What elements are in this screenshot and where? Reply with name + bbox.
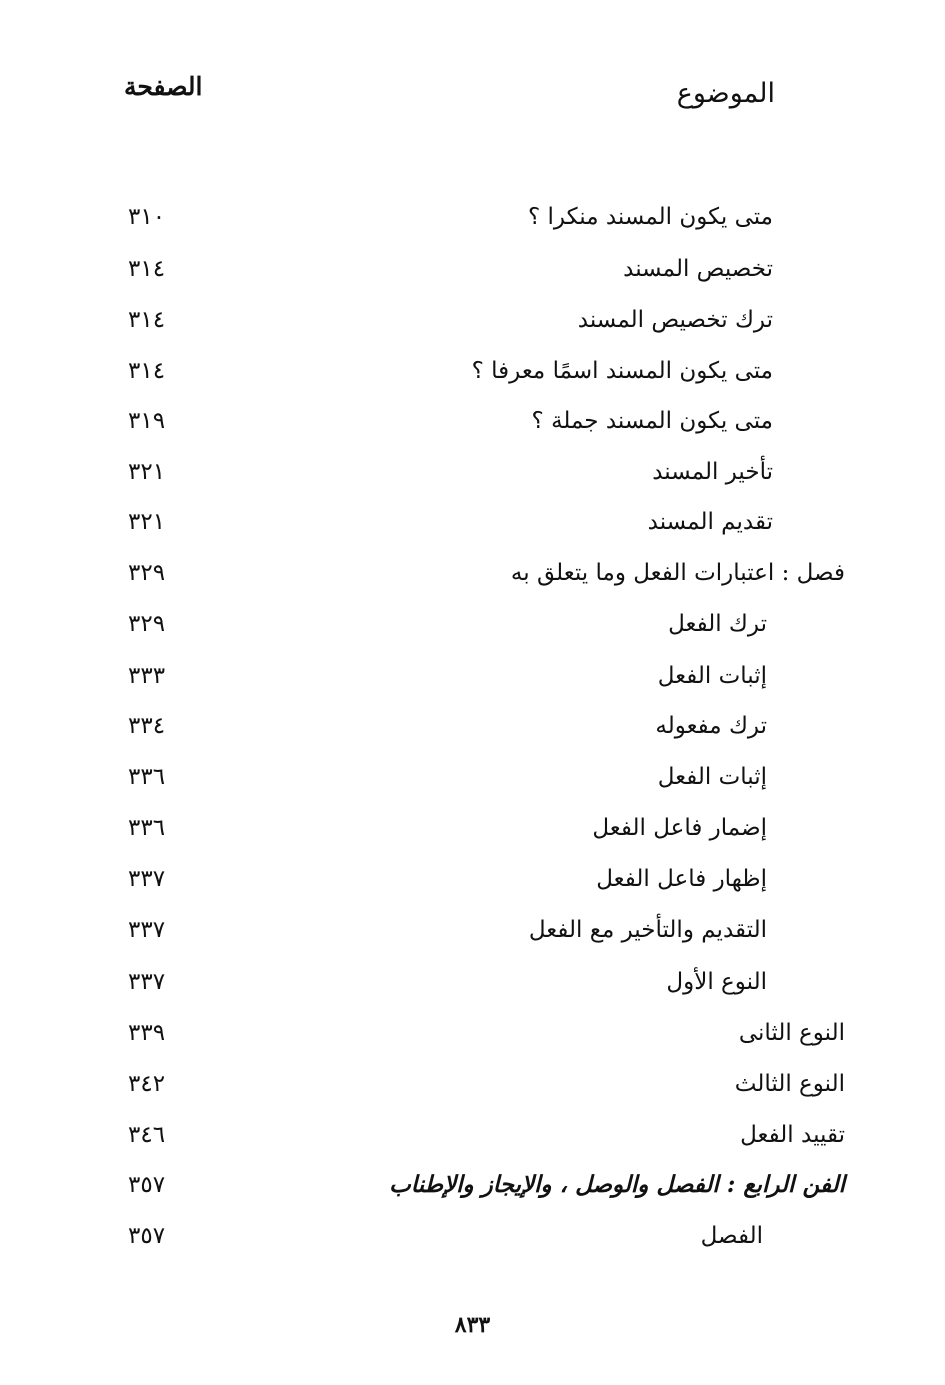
toc-entry-title: فصل : اعتبارات الفعل وما يتعلق به (510, 560, 845, 586)
toc-entry-title: إظهار فاعل الفعل (596, 866, 767, 892)
toc-entry-page: ٣٢١ (128, 509, 166, 535)
toc-entry-page: ٣١٤ (128, 358, 166, 384)
toc-entry-page: ٣٣٩ (128, 1020, 166, 1046)
toc-entry-page: ٣٣٦ (128, 815, 166, 841)
toc-entry-page: ٣١٤ (128, 307, 166, 333)
toc-entry-title: متى يكون المسند اسمًا معرفا ؟ (471, 358, 773, 384)
column-header-page: الصفحة (124, 72, 203, 101)
toc-entry-page: ٣٣٤ (128, 713, 166, 739)
toc-entry (0, 709, 945, 759)
toc-entry-title: التقديم والتأخير مع الفعل (528, 917, 767, 943)
toc-entry-title: إضمار فاعل الفعل (592, 815, 767, 841)
toc-entry-page: ٣١٩ (128, 408, 166, 434)
toc-entry (0, 965, 945, 1015)
toc-entry (0, 1219, 945, 1269)
toc-entry (0, 303, 945, 353)
toc-entry-page: ٣٣٧ (128, 866, 166, 892)
toc-entry-title: تقييد الفعل (740, 1122, 845, 1148)
toc-entry-title: تقديم المسند (647, 509, 773, 535)
toc-entry-title: متى يكون المسند جملة ؟ (531, 408, 773, 434)
toc-entry (0, 811, 945, 861)
column-header-topic: الموضوع (676, 78, 775, 109)
toc-entry-title: إثبات الفعل (657, 764, 767, 790)
toc-entry (0, 252, 945, 302)
toc-entry-title: الفن الرابع : الفصل والوصل ، والإيجاز والإطناب (389, 1171, 845, 1198)
toc-entry (0, 1067, 945, 1117)
toc-entry-title: ترك الفعل (668, 611, 767, 637)
toc-entry-page: ٣٤٦ (128, 1122, 166, 1148)
toc-entry (0, 659, 945, 709)
page-number: ٨٣٣ (454, 1312, 491, 1338)
toc-entry-title: تخصيص المسند (623, 256, 773, 282)
toc-entry-title: النوع الثالث (734, 1071, 845, 1097)
toc-entry-title: النوع الثانى (738, 1020, 845, 1046)
toc-entry-title: تأخير المسند (652, 459, 773, 485)
toc-entry-page: ٣٣٧ (128, 969, 166, 995)
toc-entry (0, 1016, 945, 1066)
toc-entry-page: ٣٤٢ (128, 1071, 166, 1097)
toc-entry-page: ٣٢٩ (128, 560, 166, 586)
toc-entry-page: ٣٥٧ (128, 1172, 166, 1198)
toc-entry (0, 455, 945, 505)
toc-entry (0, 505, 945, 555)
toc-entry (0, 760, 945, 810)
toc-entry-page: ٣٥٧ (128, 1223, 166, 1249)
toc-entry-page: ٣٢٩ (128, 611, 166, 637)
toc-entry (0, 913, 945, 963)
toc-entry-page: ٣١٠ (128, 204, 166, 230)
toc-entry-page: ٣٢١ (128, 459, 166, 485)
toc-entry-title: إثبات الفعل (657, 663, 767, 689)
toc-section-heading (0, 556, 945, 606)
toc-entry (0, 404, 945, 454)
toc-entry-title: الفصل (700, 1223, 763, 1249)
toc-entry (0, 200, 945, 250)
toc-section-heading (0, 1168, 945, 1218)
toc-entry (0, 354, 945, 404)
toc-entry (0, 1118, 945, 1168)
toc-entry-page: ٣٣٧ (128, 917, 166, 943)
toc-entry (0, 607, 945, 657)
toc-entry (0, 862, 945, 912)
toc-entry-title: النوع الأول (666, 969, 767, 995)
toc-entry-title: متى يكون المسند منكرا ؟ (527, 204, 773, 230)
toc-entry-page: ٣٣٦ (128, 764, 166, 790)
toc-entry-page: ٣٣٣ (128, 663, 166, 689)
toc-entry-title: ترك تخصيص المسند (577, 307, 773, 333)
toc-entry-page: ٣١٤ (128, 256, 166, 282)
toc-entry-title: ترك مفعوله (655, 713, 767, 739)
